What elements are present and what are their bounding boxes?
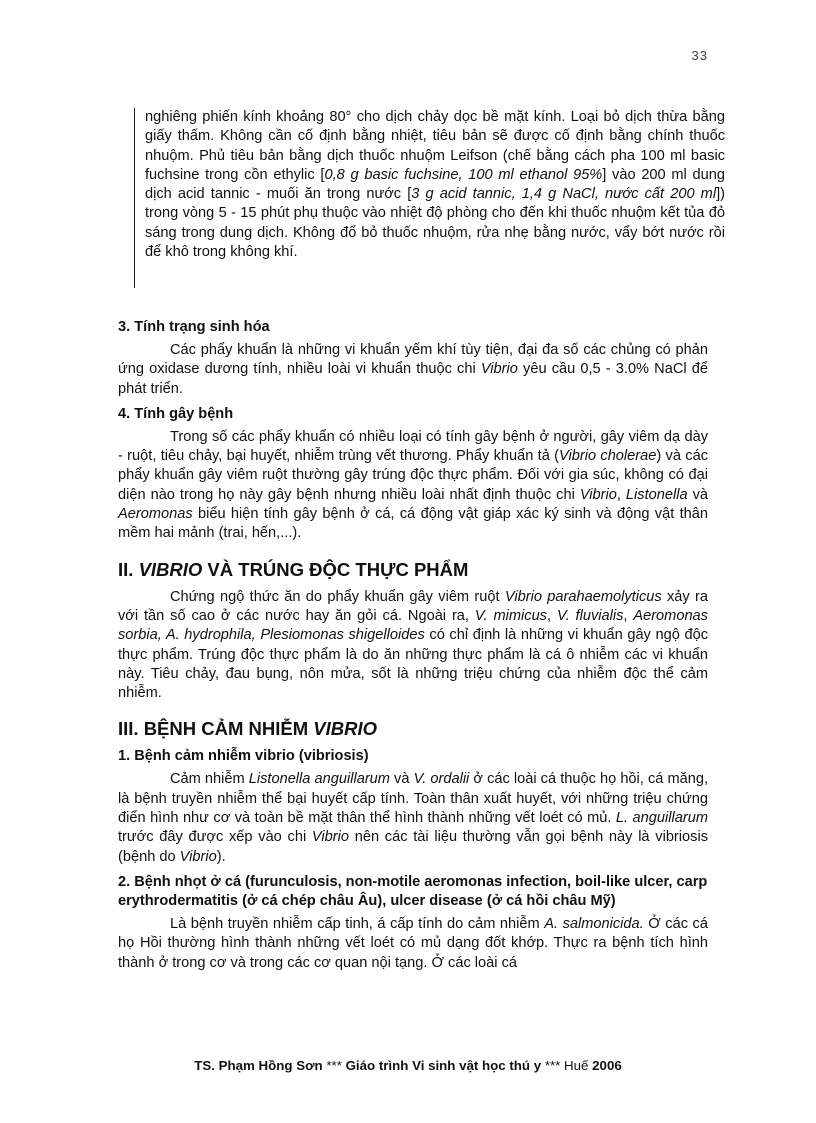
section-4-paragraph: Trong số các phẩy khuẩn có nhiều loại có tính gây bệnh ở người, gây viêm dạ dày - ruột, tiêu chảy, bại huyết, nhiễm trùng vết thương. Phẩy khuẩn tả (Vibrio cholerae) và các phẩy khuẩn gây viêm ruột thường gây trúng độc thực phẩm. Đối với gia súc, không có đại diện nào trong họ này gây bệnh nhưng nhiều loài nhất định thuộc chi Vibrio, Listonella và Aeromonas biểu hiện tính gây bệnh ở cá, cá động vật giáp xác ký sinh và động vật thân mềm hai mảnh (trai, hến,...).	[118, 428, 708, 542]
boxed-paragraph	[134, 108, 725, 288]
section-II-paragraph: Chứng ngộ thức ăn do phẩy khuẩn gây viêm ruột Vibrio parahaemolyticus xảy ra với tần số cao ở các nước hay ăn gỏi cá. Ngoài ra, V. mimicus, V. fluvialis, Aeromonas sorbia, A. hydrophila, Plesiomonas shigelloides có chỉ định là những vi khuẩn gây ngộ độc thực phẩm. Trúng độc thực phẩm là do ăn những thực phẩm là cá ô nhiễm các vi khuẩn này. Tiêu chảy, đau bụng, nôn mửa, sốt là những triệu chứng của nhiễm độc thể cảm nhiễm.	[118, 588, 709, 702]
subsection-2-paragraph: Là bệnh truyền nhiễm cấp tinh, á cấp tính do cảm nhiễm A. salmonicida. Ở các cá họ Hồi thường hình thành những vết loét có mủ dạng đốt khớp. Thực ra bệnh tích hình thành ở trong cơ và trong các cơ quan nội tạng. Ở các loài cá	[118, 915, 708, 971]
subsection-2-heading: 2. Bệnh nhọt ở cá (furunculosis, non-motile aeromonas infection, boil-like ulcer, carp erythrodermatitis (ở cá chép châu Âu), ulcer disease (ở cá hồi châu Mỹ)	[118, 873, 708, 909]
section-III-heading: III. BỆNH CẢM NHIỄM VIBRIO	[118, 718, 378, 740]
main-content	[118, 318, 708, 978]
subsection-1-paragraph: Cảm nhiễm Listonella anguillarum và V. ordalii ở các loài cá thuộc họ hồi, cá măng, là bệnh truyền nhiễm thể bại huyết cấp tính. Toàn thân xuất huyết, với những triệu chứng điển hình như cơ và toàn bề mặt thân thể hình thành những vết loét có mủ. L. anguillarum trước đây được xếp vào chi Vibrio nên các tài liệu thường vẫn gọi bệnh này là vibriosis (bệnh do Vibrio).	[118, 771, 709, 865]
page-number: 33	[691, 48, 708, 63]
section-3-heading: 3. Tính trạng sinh hóa	[118, 319, 270, 335]
boxed-text: nghiêng phiến kính khoảng 80° cho dịch chảy dọc bề mặt kính. Loại bỏ dịch thừa bằng giấy thấm. Không cần cố định bằng nhiệt, tiêu bản sẽ được cố định bằng chính thuốc nhuộm. Phủ tiêu bản bằng dịch thuốc nhuộm Leifson (chế bằng cách pha 100 ml basic fuchsine trong cồn ethylic [0,8 g basic fuchsine, 100 ml ethanol 95%] vào 200 ml dung dịch acid tannic - muối ăn trong nước [3 g acid tannic, 1,4 g NaCl, nước cất 200 ml]) trong vòng 5 - 15 phút phụ thuộc vào nhiệt độ phòng cho đến khi thuốc nhuộm kết tủa đỏ sáng trong dung dịch. Không đổ bỏ thuốc nhuộm, rửa nhẹ bằng nước, vẩy bớt nước rồi để khô trong không khí.	[145, 109, 725, 261]
subsection-1-heading: 1. Bệnh cảm nhiễm vibrio (vibriosis)	[118, 748, 369, 765]
section-3-paragraph: Các phẩy khuẩn là những vi khuẩn yếm khí tùy tiện, đại đa số các chủng có phản ứng oxidase dương tính, nhiều loài vi khuẩn thuộc chi Vibrio yêu cầu 0,5 - 3.0% NaCl để phát triển.	[118, 342, 708, 397]
footer: TS. Phạm Hồng Sơn *** Giáo trình Vi sinh vật học thú y *** Huế 2006	[194, 1058, 622, 1073]
section-4-heading: 4. Tính gây bệnh	[118, 405, 234, 422]
section-II-heading: II. VIBRIO VÀ TRÚNG ĐỘC THỰC PHẨM	[118, 558, 469, 580]
